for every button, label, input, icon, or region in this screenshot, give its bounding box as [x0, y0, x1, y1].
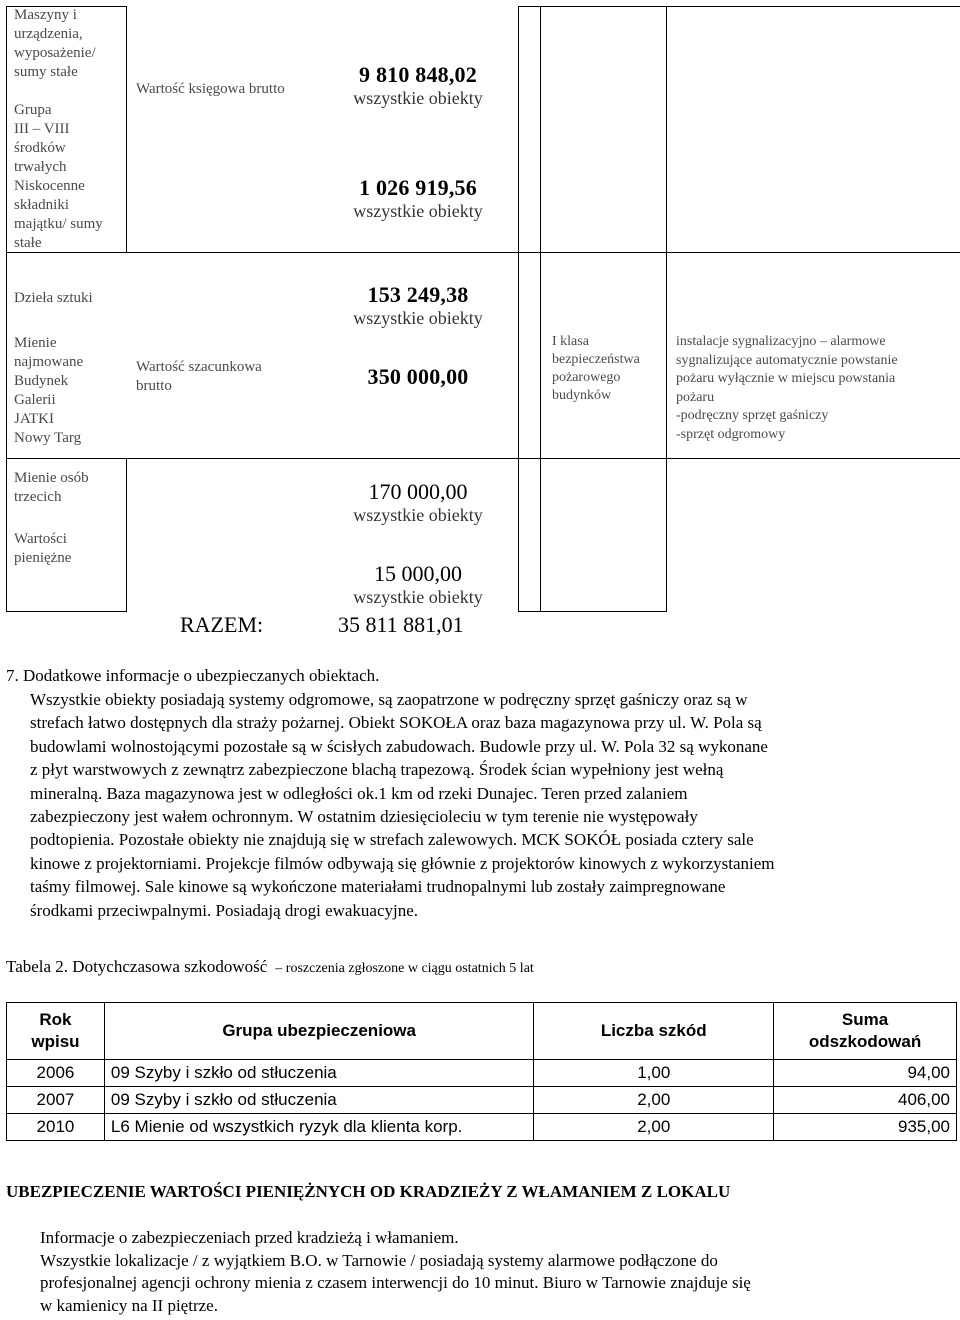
header-count: Liczba szkód — [534, 1003, 774, 1060]
paragraph-line: profesjonalnej agencji ochrony mienia z czasem interwencji do 10 minut. Biuro w Tarnowie znajduje się — [40, 1273, 751, 1292]
asset-category-rented — [14, 334, 124, 448]
category-line: najmowane — [14, 354, 84, 370]
category-line: III – VIII — [14, 121, 70, 137]
asset-category-art: Dzieła sztuki — [14, 290, 93, 306]
value-scope-note: wszystkie obiekty — [353, 587, 483, 607]
sum-insured-value: 153 249,38 — [367, 282, 469, 307]
paragraph-line: taśmy filmowej. Sale kinowe są wykończone materiałami trudnopalnymi lub zostały zaimpregnowane — [30, 877, 726, 897]
category-line: Mienie — [14, 335, 57, 351]
security-line: -sprzęt odgromowy — [676, 426, 786, 442]
security-line: pożaru — [676, 389, 715, 405]
fire-safety-class — [552, 333, 664, 405]
security-line: -podręczny sprzęt gaśniczy — [676, 408, 829, 423]
paragraph-line: podtopienia. Pozostałe obiekty nie znajdują się w strefach zalewowych. MCK SOKÓŁ posiada cztery sale — [30, 830, 754, 850]
category-line: majątku/ sumy — [14, 216, 103, 232]
col-border — [540, 6, 541, 612]
security-measures — [676, 333, 958, 444]
category-line: pieniężne — [14, 550, 72, 566]
class-line: bezpieczeństwa — [552, 352, 640, 367]
cell-sum: 935,00 — [774, 1114, 957, 1141]
cell-group: L6 Mienie od wszystkich ryzyk dla klienta korp. — [104, 1114, 533, 1141]
row-divider — [6, 458, 960, 459]
category-line: urządzenia, — [14, 26, 83, 42]
cell-sum: 94,00 — [774, 1060, 957, 1087]
cell-sum: 406,00 — [774, 1087, 957, 1114]
category-line: trzecich — [14, 489, 62, 505]
category-line: środków — [14, 140, 66, 156]
value-block — [318, 561, 518, 608]
value-block — [318, 479, 518, 526]
caption-note: – roszczenia zgłoszone w ciągu ostatnich 5 lat — [275, 961, 534, 976]
header-line: wpisu — [31, 1032, 80, 1051]
value-scope-note: wszystkie obiekty — [353, 88, 483, 108]
class-line: pożarowego — [552, 370, 621, 385]
cell-year: 2010 — [7, 1114, 105, 1141]
table-top-border — [518, 6, 960, 7]
table-row — [7, 1087, 957, 1114]
paragraph-line: strefach łatwo dostępnych dla straży pożarnej. Obiekt SOKOŁA oraz baza magazynowa przy ul. W. Pola są — [30, 713, 762, 733]
security-line: sygnalizujące automatycznie powstanie — [676, 352, 898, 368]
table-row — [7, 1114, 957, 1141]
value-block — [318, 62, 518, 109]
cell-count: 1,00 — [534, 1060, 774, 1087]
cell-year: 2006 — [7, 1060, 105, 1087]
paragraph-line: w kamienicy na II piętrze. — [40, 1295, 218, 1315]
paragraph-line: z płyt warstwowych z zewnątrz zabezpieczone blachą trapezową. Środek ścian wypełniony jest wełną — [30, 760, 724, 780]
sum-insured-value: 15 000,00 — [374, 561, 462, 586]
class-line: budynków — [552, 388, 612, 403]
col-border — [518, 6, 519, 612]
caption-title: Tabela 2. Dotychczasowa szkodowość — [6, 957, 268, 976]
category-line: Mienie osób — [14, 470, 89, 486]
value-scope-note: wszystkie obiekty — [353, 308, 483, 328]
category-line: Galerii — [14, 392, 56, 408]
category-line: JATKI — [14, 411, 54, 427]
asset-category-machines — [14, 6, 124, 253]
table-2-caption — [6, 957, 534, 977]
table-header-row — [7, 1003, 957, 1060]
cell-group: 09 Szyby i szkło od stłuczenia — [104, 1087, 533, 1114]
header-line: Suma — [841, 1010, 889, 1029]
category-line: składniki — [14, 197, 69, 213]
asset-category-third-party — [14, 469, 124, 507]
value-scope-note: wszystkie obiekty — [353, 201, 483, 221]
cell-count: 2,00 — [534, 1114, 774, 1141]
row-divider — [6, 252, 960, 253]
cell-group: 09 Szyby i szkło od stłuczenia — [104, 1060, 533, 1087]
paragraph-line: Wszystkie obiekty posiadają systemy odgromowe, są zaopatrzone w podręczny sprzęt gaśniczy oraz są w — [30, 690, 748, 709]
paragraph-line: środkami przeciwpalnymi. Posiadają drogi ewakuacyjne. — [30, 900, 419, 920]
value-scope-note: wszystkie obiekty — [353, 505, 483, 525]
type-line: Wartość szacunkowa — [136, 359, 262, 375]
valuation-type-label: Wartość księgowa brutto — [136, 81, 285, 97]
header-sum — [774, 1003, 957, 1060]
category-line: sumy stałe — [14, 64, 78, 80]
sum-insured-value: 170 000,00 — [368, 479, 468, 504]
cell-count: 2,00 — [534, 1087, 774, 1114]
value-block — [318, 282, 518, 329]
header-line: Rok — [39, 1010, 72, 1029]
category-line: Grupa — [14, 102, 52, 118]
col-border — [126, 6, 127, 252]
col-border — [666, 6, 667, 612]
category-line: stałe — [14, 235, 42, 251]
paragraph-line: mineralną. Baza magazynowa jest w odległości ok.1 km od rzeki Dunajec. Teren przed zalaniem — [30, 783, 688, 803]
total-label: RAZEM: — [180, 612, 264, 637]
paragraph-line: zabezpieczony jest wałem ochronnym. W ostatnim dziesięcioleciu w tym terenie nie występowały — [30, 807, 698, 827]
section-7-heading: 7. Dodatkowe informacje o ubezpieczanych obiektach. — [6, 666, 380, 685]
category-line: Maszyny i — [14, 7, 77, 23]
cash-insurance-heading: UBEZPIECZENIE WARTOŚCI PIENIĘŻNYCH OD KRADZIEŻY Z WŁAMANIEM Z LOKALU — [6, 1182, 731, 1201]
cell-year: 2007 — [7, 1087, 105, 1114]
table-row — [7, 1060, 957, 1087]
paragraph-line: Informacje o zabezpieczeniach przed kradzieżą i włamaniem. — [40, 1228, 459, 1247]
section-7-body — [30, 688, 958, 922]
header-line: odszkodowań — [808, 1032, 922, 1051]
category-line: Wartości — [14, 531, 67, 547]
sum-insured-value: 350 000,00 — [367, 364, 469, 389]
category-line: Budynek — [14, 373, 69, 389]
cash-insurance-body — [40, 1227, 958, 1317]
category-line: Niskocenne — [14, 178, 85, 194]
header-year — [7, 1003, 105, 1060]
header-group: Grupa ubezpieczeniowa — [104, 1003, 533, 1060]
sum-insured-value: 1 026 919,56 — [359, 175, 477, 200]
security-line: pożaru wyłącznie w miejscu powstania — [676, 371, 896, 386]
col-border — [126, 458, 127, 612]
category-line — [14, 82, 124, 101]
sum-insured-value: 9 810 848,02 — [359, 62, 477, 87]
paragraph-line: kinowe z projektorniami. Projekcje filmów odbywają się głównie z projektorów kinowych z wykorzystaniem — [30, 853, 775, 873]
col-border — [6, 6, 7, 612]
claims-history-table — [6, 1002, 957, 1141]
paragraph-line: budowlami wolnostojącymi pozostałe są w ścisłych zabudowach. Budowle przy ul. W. Pola 32 są wykonane — [30, 736, 768, 756]
total-value: 35 811 881,01 — [338, 612, 464, 637]
paragraph-line: Wszystkie lokalizacje / z wyjątkiem B.O. w Tarnowie / posiadają systemy alarmowe podłączone do — [40, 1250, 718, 1270]
class-line: I klasa — [552, 334, 589, 349]
category-line: trwałych — [14, 159, 67, 175]
table-bottom-border — [6, 611, 126, 612]
asset-category-cash — [14, 530, 124, 568]
category-line: Nowy Targ — [14, 430, 82, 446]
valuation-type-label — [136, 358, 316, 396]
value-block — [318, 175, 518, 222]
type-line: brutto — [136, 378, 172, 394]
security-line: instalacje sygnalizacyjno – alarmowe — [676, 334, 886, 349]
category-line: wyposażenie/ — [14, 45, 96, 61]
